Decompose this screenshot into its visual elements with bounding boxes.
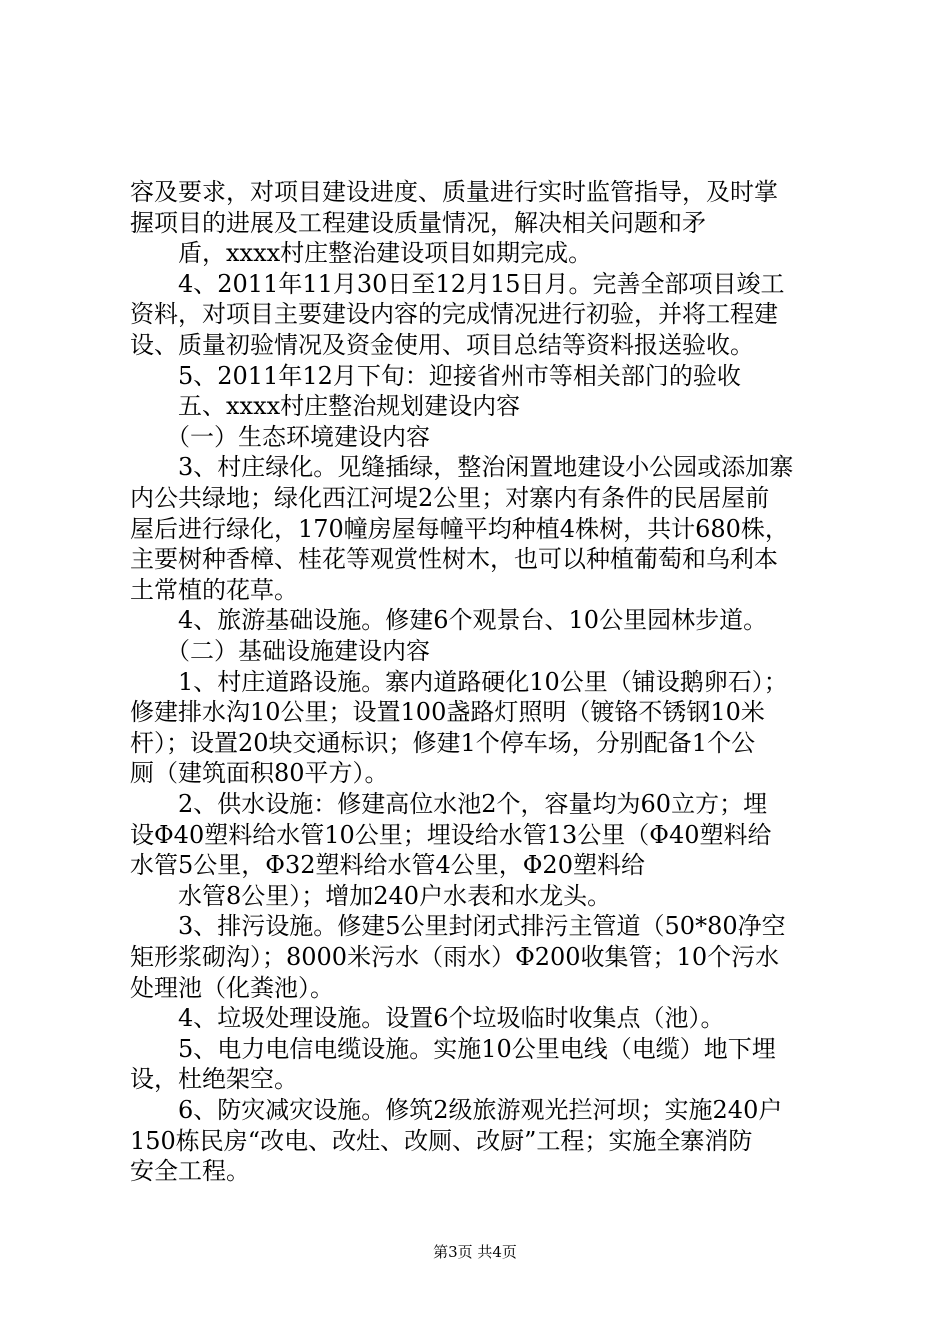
text-line: 矩形浆砌沟）；8000米污水（雨水）Φ200收集管；10个污水 <box>130 943 780 971</box>
text-line: 4、2011年11月30日至12月15日月。完善全部项目竣工 <box>130 270 785 298</box>
text-line: 设，杜绝架空。 <box>130 1065 298 1093</box>
text-line: 1、村庄道路设施。寨内道路硬化10公里（铺设鹅卵石）； <box>130 668 788 696</box>
text-line: 水管8公里）；增加240户水表和水龙头。 <box>130 882 612 910</box>
text-line: 屋后进行绿化，170幢房屋每幢平均种植4株树，共计680株， <box>130 515 789 543</box>
text-line: 3、村庄绿化。见缝插绿，整治闲置地建设小公园或添加寨 <box>130 453 794 481</box>
text-line: 杆）；设置20块交通标识；修建1个停车场，分别配备1个公 <box>130 729 756 757</box>
text-line: （二）基础设施建设内容 <box>130 637 430 665</box>
text-line: 安全工程。 <box>130 1157 250 1185</box>
text-line: 5、电力电信电缆设施。实施10公里电线（电缆）地下埋 <box>130 1035 776 1063</box>
text-line: 内公共绿地；绿化西江河堤2公里；对寨内有条件的民居屋前 <box>130 484 770 512</box>
text-line: 4、旅游基础设施。修建6个观景台、10公里园林步道。 <box>130 606 768 634</box>
text-line: 3、排污设施。修建5公里封闭式排污主管道（50*80净空 <box>130 912 786 940</box>
text-line: 设、质量初验情况及资金使用、项目总结等资料报送验收。 <box>130 331 754 359</box>
text-line: 握项目的进展及工程建设质量情况，解决相关问题和矛 <box>130 209 706 237</box>
text-line: 150栋民房“改电、改灶、改厕、改厨”工程；实施全寨消防 <box>130 1127 753 1155</box>
text-line: 容及要求，对项目建设进度、质量进行实时监管指导，及时掌 <box>130 178 778 206</box>
text-line: 4、垃圾处理设施。设置6个垃圾临时收集点（池）。 <box>130 1004 725 1032</box>
text-line: 处理池（化粪池）。 <box>130 974 334 1002</box>
text-line: 主要树种香樟、桂花等观赏性树木，也可以种植葡萄和乌利本 <box>130 545 778 573</box>
text-line: 五、xxxx村庄整治规划建设内容 <box>130 392 521 420</box>
text-line: 盾，xxxx村庄整治建设项目如期完成。 <box>130 239 593 267</box>
text-line: 资料，对项目主要建设内容的完成情况进行初验，并将工程建 <box>130 300 778 328</box>
text-line: 修建排水沟10公里；设置100盏路灯照明（镀铬不锈钢10米 <box>130 698 765 726</box>
text-line: （一）生态环境建设内容 <box>130 423 430 451</box>
text-line: 土常植的花草。 <box>130 576 298 604</box>
page-footer: 第3页 共4页 <box>433 1243 517 1261</box>
text-line: 设Φ40塑料给水管10公里；埋设给水管13公里（Φ40塑料给 <box>130 821 772 849</box>
text-line: 6、防灾减灾设施。修筑2级旅游观光拦河坝；实施240户 <box>130 1096 783 1124</box>
text-line: 水管5公里，Φ32塑料给水管4公里，Φ20塑料给 <box>130 851 645 879</box>
text-line: 厕（建筑面积80平方）。 <box>130 759 389 787</box>
text-line: 2、供水设施：修建高位水池2个，容量均为60立方；埋 <box>130 790 768 818</box>
text-line: 5、2011年12月下旬：迎接省州市等相关部门的验收 <box>130 362 741 390</box>
